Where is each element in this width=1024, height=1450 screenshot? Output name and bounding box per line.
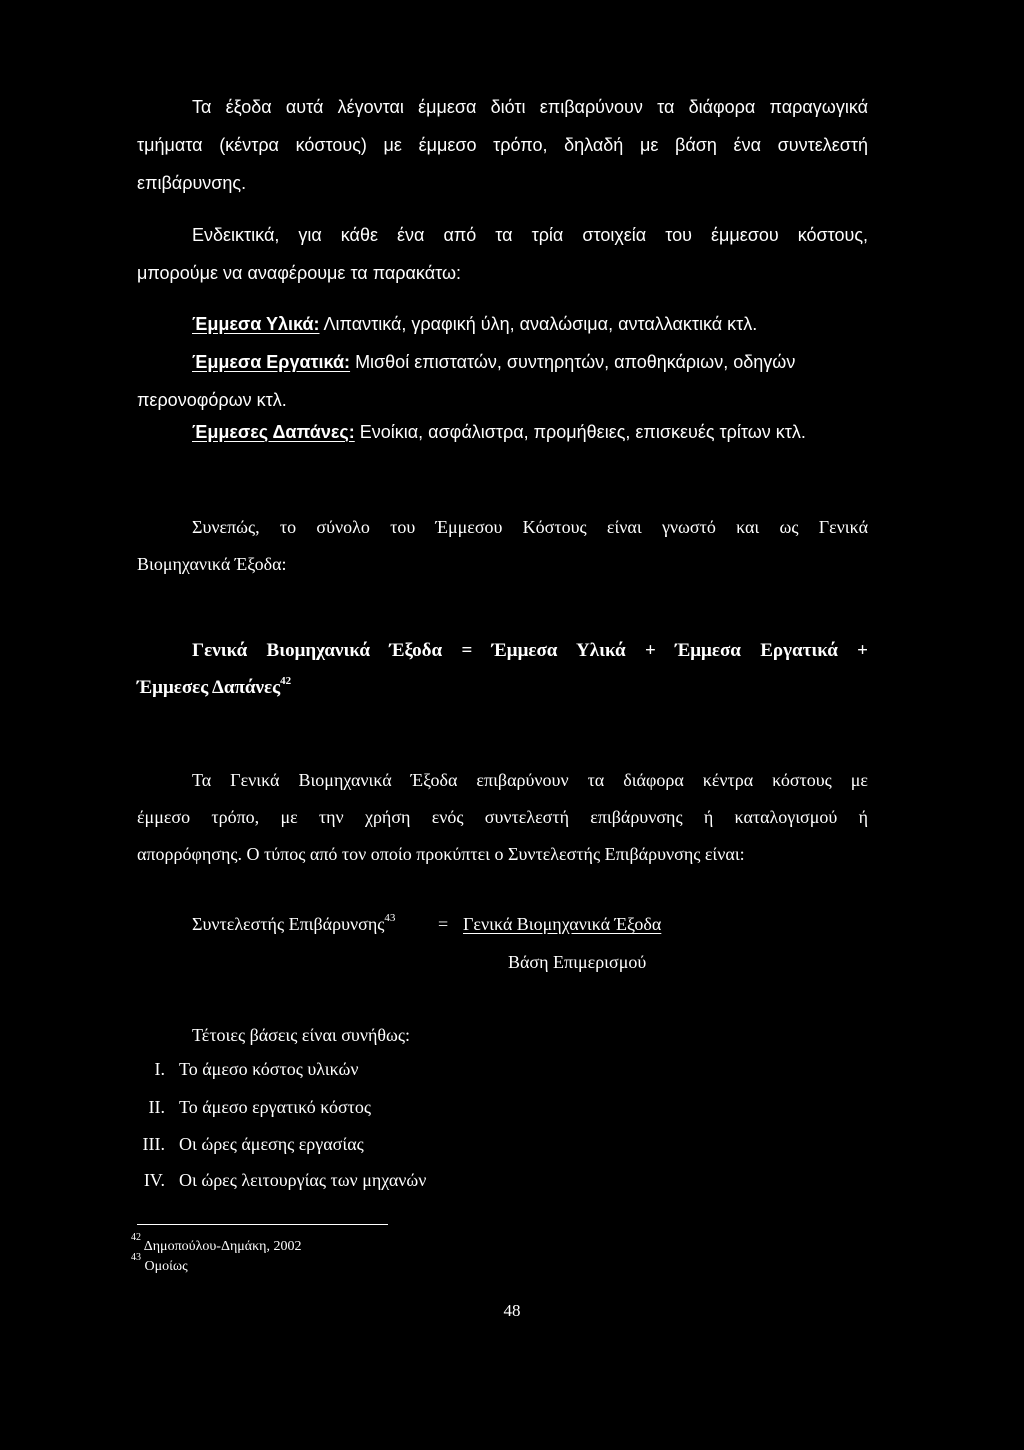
footnote-42-text: Δημοπούλου-Δημάκη, 2002	[143, 1239, 302, 1254]
item-expenses	[192, 421, 806, 443]
list-item-2-number: II.	[148, 1097, 165, 1117]
page-number: 48	[503, 1301, 521, 1320]
formula-2-lhs	[192, 913, 395, 935]
list-item-3-number: III.	[142, 1134, 165, 1154]
list-item-4-number: IV.	[143, 1170, 165, 1190]
formula-1-line-1: Γενικά Βιομηχανικά Έξοδα = Έμμεσα Υλικά + Έμμεσα Εργατικά +	[192, 640, 868, 661]
item-labor	[192, 351, 795, 373]
paragraph-1-line-1: Τα έξοδα αυτά λέγονται έμμεσα διότι επιβαρύνουν τα διάφορα παραγωγικά	[192, 97, 868, 117]
item-labor-continued: περονοφόρων κτλ.	[137, 390, 287, 410]
list-item-4-text: Οι ώρες λειτουργίας των μηχανών	[179, 1170, 427, 1190]
paragraph-2-line-2: μπορούμε να αναφέρουμε τα παρακάτω:	[137, 263, 462, 283]
formula-2-denominator: Βάση Επιμερισμού	[508, 952, 647, 972]
formula-1-line-2	[137, 674, 292, 699]
list-item-1-number: I.	[154, 1059, 165, 1079]
footnote-43-text: Ομοίως	[144, 1259, 188, 1274]
list-item-1-text: Το άμεσο κόστος υλικών	[179, 1059, 359, 1079]
paragraph-4-line-1: Τα Γενικά Βιομηχανικά Έξοδα επιβαρύνουν τα διάφορα κέντρα κόστους με	[192, 770, 868, 790]
item-expenses-label: Έμμεσες Δαπάνες:	[192, 422, 355, 442]
paragraph-3-line-2: Βιομηχανικά Έξοδα:	[137, 554, 287, 574]
paragraph-4-line-2: έμμεσο τρόπο, με την χρήση ενός συντελεστή επιβάρυνσης ή καταλογισμού ή	[137, 807, 868, 827]
paragraph-4-line-3: απορρόφησης. Ο τύπος από τον οποίο προκύπτει ο Συντελεστής Επιβάρυνσης είναι:	[137, 844, 745, 864]
formula-1-term: Έμμεσες Δαπάνες	[137, 677, 281, 698]
bases-intro: Τέτοιες βάσεις είναι συνήθως:	[192, 1025, 410, 1045]
footnote-42-number: 42	[131, 1232, 141, 1244]
formula-2-lhs-text: Συντελεστής Επιβάρυνσης	[192, 914, 385, 934]
list-item-2-text: Το άμεσο εργατικό κόστος	[179, 1097, 372, 1117]
item-materials-label: Έμμεσα Υλικά:	[192, 314, 320, 334]
item-labor-label: Έμμεσα Εργατικά:	[192, 352, 351, 372]
formula-2-numerator: Γενικά Βιομηχανικά Έξοδα	[463, 914, 662, 934]
paragraph-1-line-3: επιβάρυνσης.	[137, 173, 247, 193]
footnote-43-number: 43	[131, 1252, 141, 1264]
formula-2-equals: =	[438, 914, 449, 934]
list-item-3-text: Οι ώρες άμεσης εργασίας	[179, 1134, 364, 1154]
item-expenses-text: Ενοίκια, ασφάλιστρα, προμήθειες, επισκευές τρίτων κτλ.	[354, 422, 806, 442]
footnote-ref-43: 43	[384, 912, 396, 924]
paragraph-3-line-1: Συνεπώς, το σύνολο του Έμμεσου Κόστους είναι γνωστό και ως Γενικά	[192, 517, 868, 537]
item-materials-text: Λιπαντικά, γραφική ύλη, αναλώσιμα, ανταλλακτικά κτλ.	[319, 314, 758, 334]
footnote-divider	[137, 1224, 388, 1225]
item-materials	[192, 313, 757, 335]
paragraph-1-line-2: τμήματα (κέντρα κόστους) με έμμεσο τρόπο, δηλαδή με βάση ένα συντελεστή	[137, 135, 868, 155]
footnote-ref-42: 42	[280, 674, 292, 687]
footnote-43	[131, 1252, 188, 1276]
paragraph-2-line-1: Ενδεικτικά, για κάθε ένα από τα τρία στοιχεία του έμμεσου κόστους,	[192, 225, 868, 245]
item-labor-text: Μισθοί επιστατών, συντηρητών, αποθηκάριων, οδηγών	[350, 352, 796, 372]
footnote-42	[131, 1232, 302, 1256]
